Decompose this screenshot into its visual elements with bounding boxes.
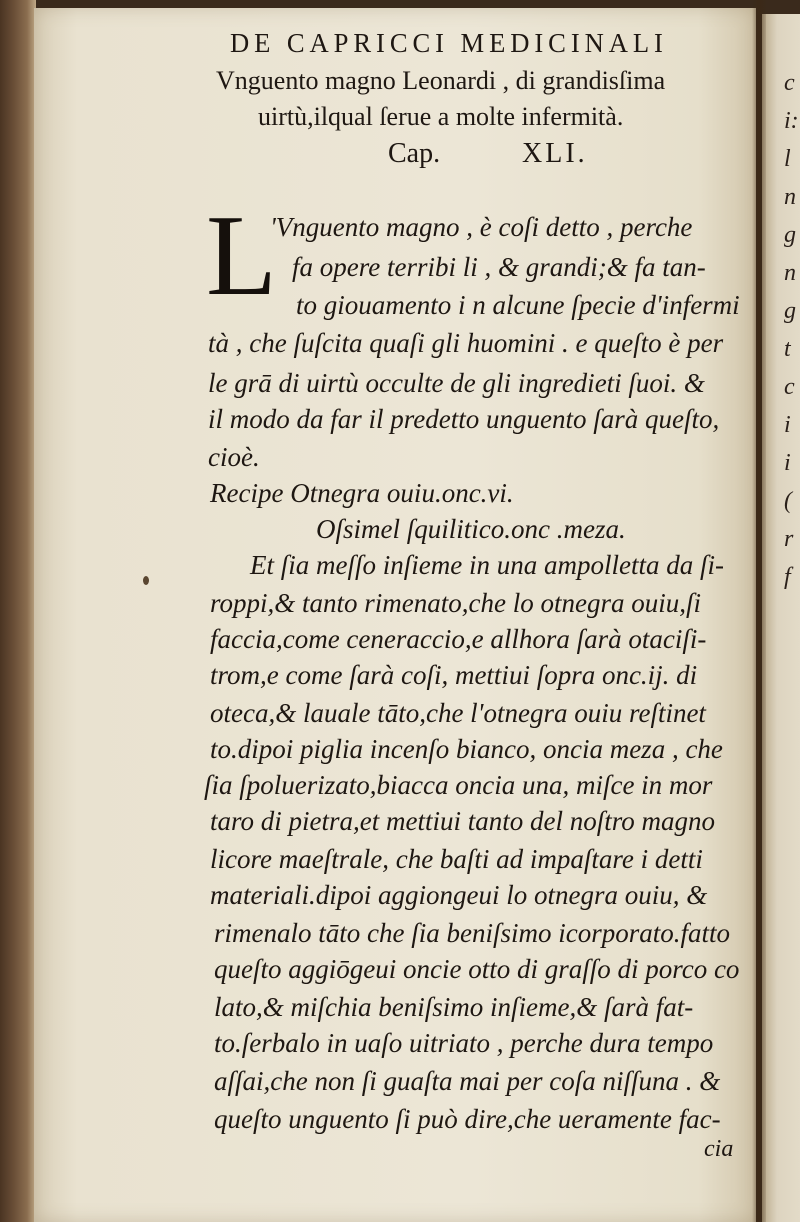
body-line: to giouamento i n alcune ſpecie d'infermi [296, 290, 740, 320]
body-line: tà , che ſuſcita quaſi gli huomini . e queſto è per [208, 328, 724, 358]
next-page-glyph: t [784, 336, 791, 362]
next-page-glyph: i [784, 450, 791, 476]
body-line: materiali.dipoi aggiongeui lo otnegra ouiu, & [210, 880, 708, 910]
body-line: roppi,& tanto rimenato,che lo otnegra ouiu,ſi [210, 588, 701, 618]
body-line: trom,e come ſarà coſi, mettiui ſopra onc.ij. di [210, 660, 698, 690]
body-line: aſſai,che non ſi guaſta mai per coſa niſſuna . & [214, 1066, 721, 1096]
body-line: fa opere terribi li , & grandi;& fa tan- [292, 252, 706, 282]
running-head: DE CAPRICCI MEDICINALI [230, 28, 668, 58]
body-line: Et ſia meſſo inſieme in una ampolletta da ſi- [250, 550, 724, 580]
next-page-glyph: g [784, 298, 796, 324]
chapter-title-line-2: uirtù,ilqual ſerue a molte infermità. [258, 102, 624, 131]
gutter-shadow [752, 0, 766, 1222]
body-line: le grā di uirtù occulte de gli ingredieti ſuoi. & [208, 368, 705, 398]
body-line: ſia ſpoluerizato,biacca oncia una, miſce in mor [204, 770, 713, 800]
chapter-title-line-1: Vnguento magno Leonardi , di grandisſima [216, 66, 666, 95]
chapter-label: Cap. [388, 138, 441, 169]
next-page-glyph: c [784, 70, 795, 96]
chapter-number: XLI. [522, 138, 588, 169]
body-line: queſto aggiōgeui oncie otto di graſſo di porco co [214, 954, 740, 984]
body-line: queſto unguento ſi può dire,che ueramente fac- [214, 1104, 721, 1134]
body-line: licore maeſtrale, che baſti ad impaſtare i detti [210, 844, 703, 874]
body-line: rimenalo tāto che ſia beniſsimo icorporato.fatto [214, 918, 730, 948]
body-line: faccia,come ceneraccio,e allhora ſarà otaciſi- [210, 624, 707, 654]
body-line: to.dipoi piglia incenſo bianco, oncia meza , che [210, 734, 723, 764]
next-page-glyph: n [784, 184, 796, 210]
next-page-glyph: l [784, 146, 791, 172]
next-page-glyph: f [784, 564, 791, 590]
next-page-glyph: c [784, 374, 795, 400]
next-page-glyph: g [784, 222, 796, 248]
book-binding [0, 0, 36, 1222]
ink-spot [143, 576, 149, 585]
next-page-glyph: i: [784, 108, 799, 134]
catchword: cia [704, 1136, 734, 1162]
body-line: taro di pietra,et mettiui tanto del noſtro magno [210, 806, 715, 836]
body-line: cioè. [208, 442, 260, 472]
next-page-glyph: n [784, 260, 796, 286]
next-page-glyph: r [784, 526, 794, 552]
next-page-glyph: i [784, 412, 791, 438]
body-line: il modo da far il predetto unguento ſarà queſto, [208, 404, 720, 434]
body-line: 'Vnguento magno , è coſi detto , perche [270, 212, 693, 242]
drop-cap: L [206, 192, 277, 320]
body-line: oteca,& lauale tāto,che l'otnegra ouiu reſtinet [210, 698, 706, 728]
body-line: Oſsimel ſquilitico.onc .meza. [316, 514, 626, 544]
body-line: to.ſerbalo in uaſo uitriato , perche dura tempo [214, 1028, 714, 1058]
body-line: lato,& miſchia beniſsimo inſieme,& ſarà fat- [214, 992, 694, 1022]
next-page-glyph: ( [784, 488, 792, 514]
body-line: Recipe Otnegra ouiu.onc.vi. [210, 478, 514, 508]
